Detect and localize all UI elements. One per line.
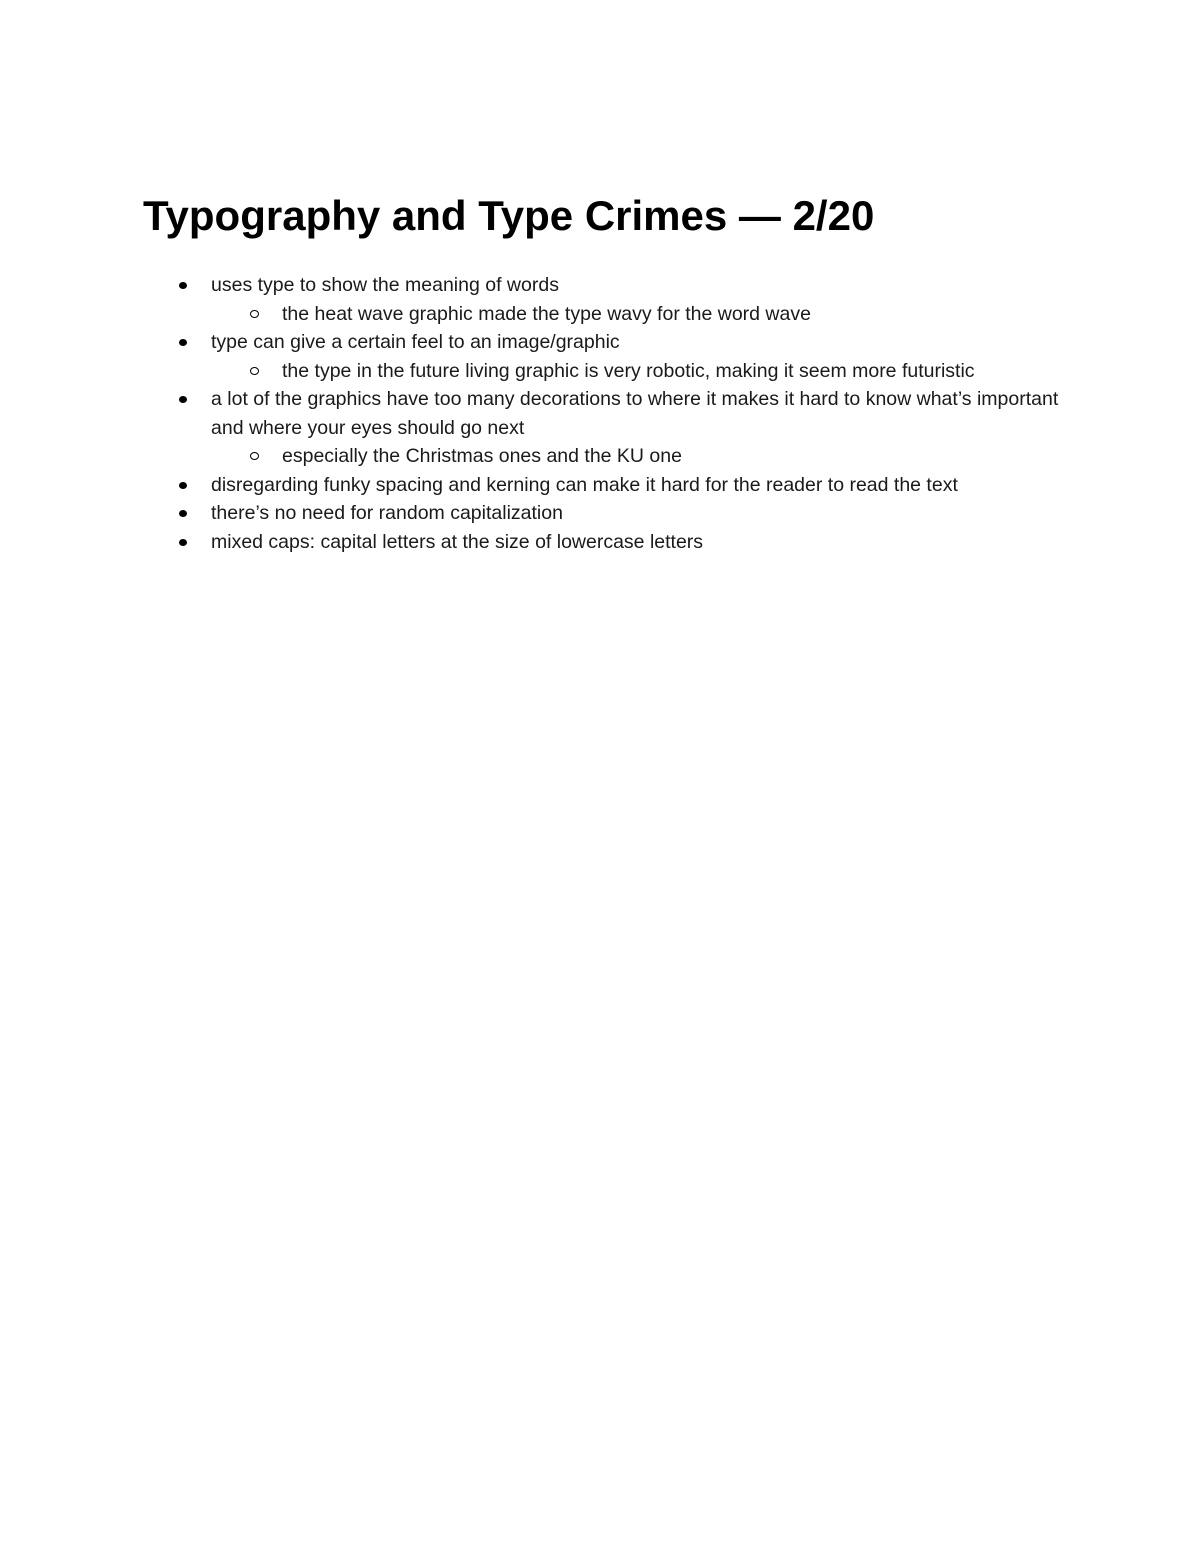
bullet-icon	[179, 482, 187, 489]
list-item-text: uses type to show the meaning of words	[211, 274, 559, 296]
hollow-bullet-icon	[250, 452, 259, 460]
hollow-bullet-icon	[250, 367, 259, 375]
notes-list	[211, 271, 1071, 556]
sub-list	[211, 300, 1071, 329]
list-item	[211, 328, 1071, 385]
sub-list-item	[282, 442, 1071, 471]
sub-list	[211, 442, 1071, 471]
bullet-icon	[179, 510, 187, 517]
list-item-text: a lot of the graphics have too many decorations to where it makes it hard to know what’s important and where your eyes should go next	[211, 388, 1059, 439]
list-item	[211, 271, 1071, 328]
sub-list-item-text: the heat wave graphic made the type wavy for the word wave	[282, 302, 811, 325]
sub-list-item	[282, 357, 1071, 386]
bullet-icon	[179, 396, 187, 403]
page-title: Typography and Type Crimes — 2/20	[143, 192, 875, 239]
list-item-text: type can give a certain feel to an image/graphic	[211, 331, 620, 353]
bullet-icon	[179, 339, 187, 346]
list-item-text: disregarding funky spacing and kerning can make it hard for the reader to read the text	[211, 473, 958, 496]
hollow-bullet-icon	[250, 310, 259, 318]
list-item-text: mixed caps: capital letters at the size of lowercase letters	[211, 530, 704, 553]
list-item-text: there’s no need for random capitalization	[211, 502, 563, 524]
sub-list	[211, 357, 1071, 386]
sub-list-item-text: especially the Christmas ones and the KU one	[282, 445, 682, 467]
sub-list-item	[282, 300, 1071, 329]
sub-list-item-text: the type in the future living graphic is very robotic, making it seem more futuristic	[282, 359, 975, 382]
list-item	[211, 471, 1071, 500]
list-item	[211, 385, 1071, 471]
bullet-icon	[179, 539, 187, 546]
list-item	[211, 499, 1071, 528]
bullet-icon	[179, 282, 187, 289]
list-item	[211, 528, 1071, 557]
